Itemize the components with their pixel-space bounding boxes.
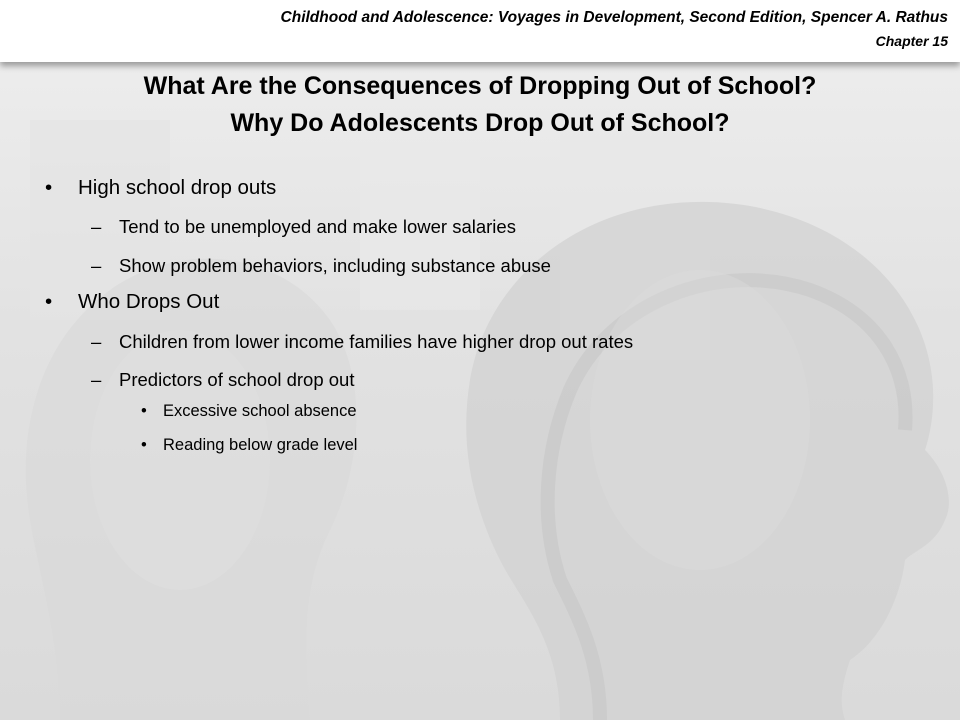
dash-marker: – — [91, 331, 102, 352]
bullet-marker: • — [45, 176, 53, 199]
dash-marker: – — [91, 216, 102, 237]
small-bullet-marker: • — [141, 436, 147, 454]
sub-bullet-item: Children from lower income families have higher drop out rates — [119, 331, 634, 352]
small-bullet-marker: • — [141, 402, 147, 420]
sub-sub-bullet-item: Reading below grade level — [163, 436, 358, 454]
sub-bullet-item: Show problem behaviors, including substance abuse — [119, 255, 551, 276]
book-title: Childhood and Adolescence: Voyages in Development, Second Edition, Spencer A. Rathus — [280, 9, 948, 26]
sub-sub-bullet-item: Excessive school absence — [163, 402, 357, 420]
sub-bullet-item: Tend to be unemployed and make lower salaries — [119, 216, 516, 237]
dash-marker: – — [91, 369, 102, 390]
slide-title-line-1: What Are the Consequences of Dropping Out of School? — [143, 72, 817, 100]
bullet-item: Who Drops Out — [78, 290, 220, 313]
sub-bullet-item: Predictors of school drop out — [119, 369, 355, 390]
bullet-marker: • — [45, 290, 53, 313]
bullet-item: High school drop outs — [78, 176, 277, 199]
slide-title-line-2: Why Do Adolescents Drop Out of School? — [230, 109, 730, 137]
chapter-label: Chapter 15 — [875, 33, 948, 49]
dash-marker: – — [91, 255, 102, 276]
